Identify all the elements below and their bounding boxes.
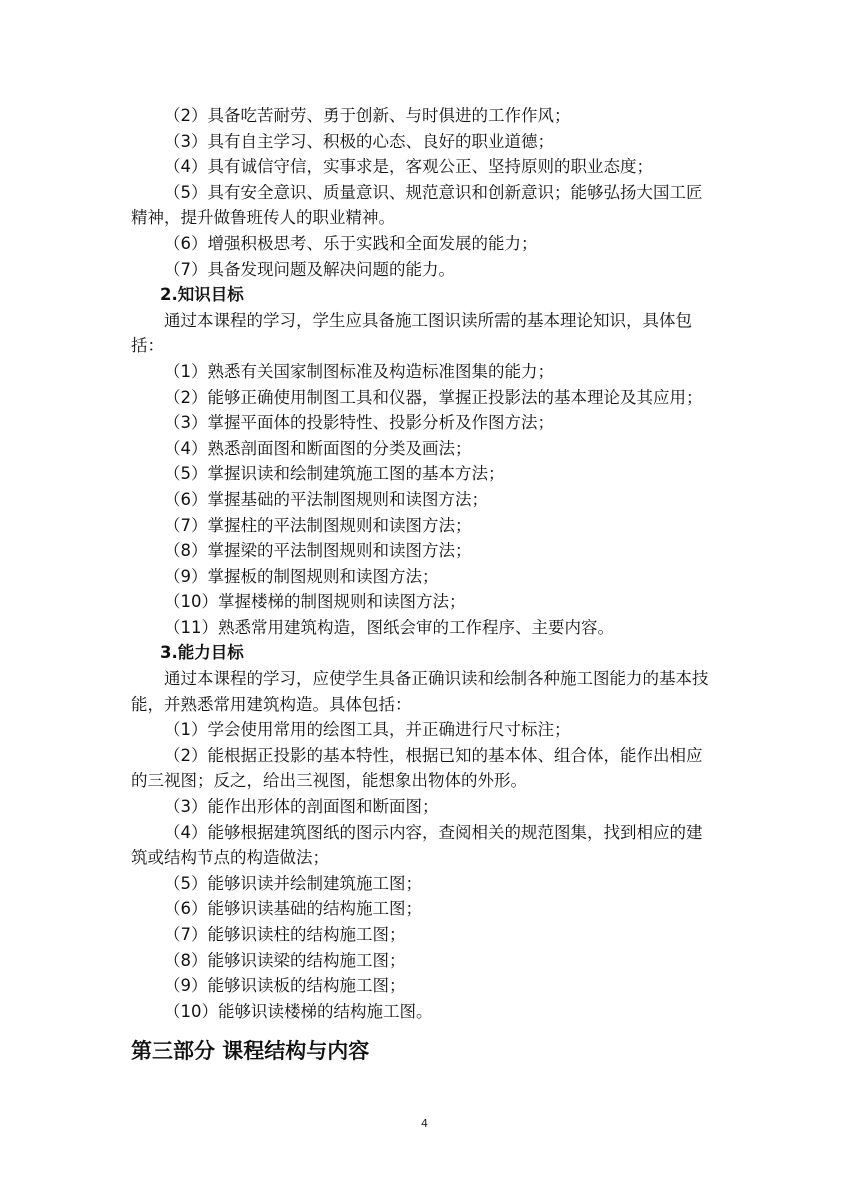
ability-item: （3）能作出形体的剖面图和断面图； — [164, 797, 439, 817]
quality-item: （6）增强积极思考、乐于实践和全面发展的能力； — [164, 233, 538, 253]
knowledge-item: （6）掌握基础的平法制图规则和读图方法； — [164, 489, 488, 509]
quality-item-continued: 精神，提升做鲁班传人的职业精神。 — [131, 208, 395, 228]
knowledge-item: （4）熟悉剖面图和断面图的分类及画法； — [164, 438, 472, 458]
knowledge-heading: 2.知识目标 — [160, 285, 244, 305]
part3-title: 第三部分 课程结构与内容 — [131, 1039, 370, 1064]
ability-item: （8）能够识读梁的结构施工图； — [164, 950, 406, 970]
knowledge-item: （11）熟悉常用建筑构造，图纸会审的工作程序、主要内容。 — [164, 617, 614, 637]
ability-item-continued: 的三视图；反之，给出三视图，能想象出物体的外形。 — [131, 771, 527, 791]
ability-item: （7）能够识读柱的结构施工图； — [164, 925, 406, 944]
ability-item-continued: 筑或结构节点的构造做法； — [131, 848, 329, 868]
quality-item: （4）具有诚信守信，实事求是，客观公正、坚持原则的职业态度； — [164, 157, 653, 177]
ability-item: （2）能根据正投影的基本特性，根据已知的基本体、组合体，能作出相应 — [164, 745, 703, 765]
knowledge-item: （1）熟悉有关国家制图标准及构造标准图集的能力； — [164, 361, 554, 381]
quality-item: （3）具有自主学习、积极的心态、良好的职业道德； — [164, 131, 554, 151]
ability-item: （6）能够识读基础的结构施工图； — [164, 899, 422, 919]
ability-item: （10）能够识读楼梯的结构施工图。 — [164, 1001, 433, 1021]
page-content — [131, 103, 723, 1066]
ability-item: （9）能够识读板的结构施工图； — [164, 976, 406, 996]
knowledge-item: （9）掌握板的制图规则和读图方法； — [164, 566, 439, 586]
ability-item: （1）学会使用常用的绘图工具，并正确进行尺寸标注； — [164, 720, 571, 740]
ability-item: （4）能够根据建筑图纸的图示内容，查阅相关的规范图集，找到相应的建 — [164, 822, 703, 842]
knowledge-item: （7）掌握柱的平法制图规则和读图方法； — [164, 515, 472, 535]
page-number: 4 — [421, 1117, 428, 1130]
knowledge-item: （2）能够正确使用制图工具和仪器，掌握正投影法的基本理论及其应用； — [164, 387, 703, 407]
knowledge-intro: 通过本课程的学习，学生应具备施工图识读所需的基本理论知识，具体包括： — [131, 310, 692, 356]
quality-item: （5）具有安全意识、质量意识、规范意识和创新意识；能够弘扬大国工匠 — [164, 182, 703, 202]
knowledge-item: （5）掌握识读和绘制建筑施工图的基本方法； — [164, 464, 505, 484]
quality-item: （2）具备吃苦耐劳、勇于创新、与时俱进的工作作风； — [164, 106, 571, 125]
ability-heading: 3.能力目标 — [160, 643, 244, 663]
knowledge-item: （3）掌握平面体的投影特性、投影分析及作图方法； — [164, 413, 554, 433]
knowledge-item: （10）掌握楼梯的制图规则和读图方法； — [164, 592, 466, 612]
ability-item: （5）能够识读并绘制建筑施工图； — [164, 873, 422, 893]
ability-intro-continued: 能，并熟悉常用建筑构造。具体包括： — [131, 694, 412, 714]
knowledge-item: （8）掌握梁的平法制图规则和读图方法； — [164, 541, 472, 561]
quality-item: （7）具备发现问题及解决问题的能力。 — [164, 259, 455, 279]
ability-intro: 通过本课程的学习，应使学生具备正确识读和绘制各种施工图能力的基本技 — [164, 669, 709, 689]
